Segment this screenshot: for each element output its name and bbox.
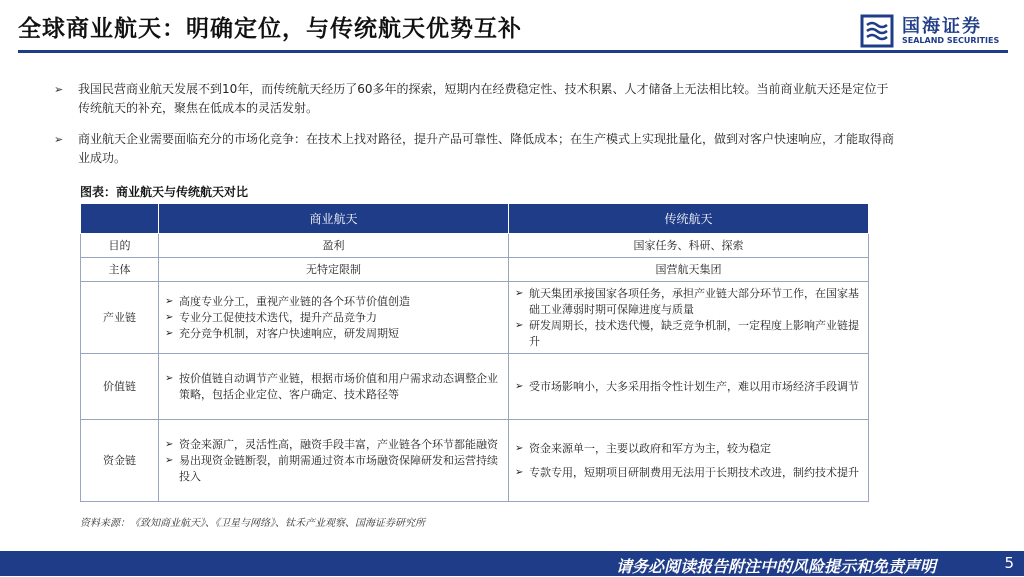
header-empty <box>81 204 159 234</box>
comparison-table <box>80 203 869 502</box>
list-item <box>165 294 502 310</box>
table-row <box>81 282 869 354</box>
arrow-bullet-icon: ➢ <box>515 442 524 454</box>
table-row <box>81 234 869 258</box>
arrow-bullet-icon: ➢ <box>515 319 524 331</box>
table-caption: 图表：商业航天与传统航天对比 <box>80 185 249 199</box>
list-item-text: 受市场影响小，大多采用指令性计划生产，难以用市场经济手段调节 <box>529 379 859 393</box>
traditional-cell <box>509 282 869 354</box>
row-label: 主体 <box>81 258 159 282</box>
list-item <box>165 371 502 403</box>
arrow-bullet-icon: ➢ <box>165 295 174 307</box>
list-item <box>165 326 502 342</box>
source-note: 资料来源：《致知商业航天》、《卫星与网络》、钛禾产业观察、国海证券研究所 <box>80 518 425 529</box>
arrow-bullet-icon: ➢ <box>54 83 64 96</box>
list-item-text: 资金来源广，灵活性高，融资手段丰富，产业链各个环节都能融资 <box>179 437 498 451</box>
sealand-logo-icon <box>860 14 894 48</box>
list-item <box>515 465 862 481</box>
commercial-cell: 无特定限制 <box>159 258 509 282</box>
arrow-bullet-icon: ➢ <box>54 133 64 146</box>
list-item <box>515 379 862 395</box>
table-row <box>81 354 869 420</box>
arrow-bullet-icon: ➢ <box>515 466 524 478</box>
bullet-item <box>54 80 894 118</box>
bullet-text: 我国民营商业航天发展不到10年，而传统航天经历了60多年的探索，短期内在经费稳定性、技术积累、人才储备上无法相比较。当前商业航天还是定位于传统航天的补充，聚焦在低成本的灵活发射。 <box>78 82 889 115</box>
list-item-text: 高度专业分工，重视产业链的各个环节价值创造 <box>179 294 410 308</box>
arrow-bullet-icon: ➢ <box>165 372 174 384</box>
list-item-text: 充分竞争机制，对客户快速响应，研发周期短 <box>179 326 399 340</box>
header-traditional: 传统航天 <box>509 204 869 234</box>
commercial-cell <box>159 282 509 354</box>
arrow-bullet-icon: ➢ <box>515 380 524 392</box>
intro-bullets <box>54 80 894 180</box>
commercial-cell <box>159 354 509 420</box>
row-label: 产业链 <box>81 282 159 354</box>
list-item <box>515 318 862 350</box>
table-row <box>81 258 869 282</box>
footer-bar <box>0 551 1024 576</box>
arrow-bullet-icon: ➢ <box>165 327 174 339</box>
list-item-text: 专业分工促使技术迭代，提升产品竞争力 <box>179 310 377 324</box>
company-logo <box>860 12 1010 50</box>
arrow-bullet-icon: ➢ <box>165 311 174 323</box>
commercial-cell: 盈利 <box>159 234 509 258</box>
traditional-cell: 国家任务、科研、探索 <box>509 234 869 258</box>
list-item-text: 研发周期长，技术迭代慢，缺乏竞争机制，一定程度上影响产业链提升 <box>529 318 859 348</box>
disclaimer-text: 请务必阅读报告附注中的风险提示和免责声明 <box>615 557 936 576</box>
traditional-cell <box>509 420 869 502</box>
page-number: 5 <box>1004 554 1014 572</box>
arrow-bullet-icon: ➢ <box>165 454 174 466</box>
list-item <box>165 437 502 453</box>
arrow-bullet-icon: ➢ <box>165 438 174 450</box>
logo-chinese-name: 国海证券 <box>902 16 982 37</box>
bullet-text: 商业航天企业需要面临充分的市场化竞争：在技术上找对路径，提升产品可靠性、降低成本；在生产模式上实现批量化，做到对客户快速响应，才能取得商业成功。 <box>78 132 895 165</box>
list-item-text: 航天集团承接国家各项任务，承担产业链大部分环节工作，在国家基础工业薄弱时期可保障进度与质量 <box>529 286 859 316</box>
list-item <box>515 286 862 318</box>
logo-english-name: SEALAND SECURITIES <box>902 36 1000 45</box>
title-divider <box>18 50 1008 53</box>
header-commercial: 商业航天 <box>159 204 509 234</box>
list-item-text: 易出现资金链断裂，前期需通过资本市场融资保障研发和运营持续投入 <box>179 453 498 483</box>
list-item-text: 按价值链自动调节产业链，根据市场价值和用户需求动态调整企业策略，包括企业定位、客户确定、技术路径等 <box>179 371 498 401</box>
row-label: 资金链 <box>81 420 159 502</box>
traditional-cell <box>509 354 869 420</box>
row-label: 目的 <box>81 234 159 258</box>
table-header-row <box>81 204 869 234</box>
commercial-cell <box>159 420 509 502</box>
table-row <box>81 420 869 502</box>
list-item-text: 专款专用，短期项目研制费用无法用于长期技术改进，制约技术提升 <box>529 465 859 479</box>
bullet-item <box>54 130 894 168</box>
list-item <box>515 441 862 457</box>
row-label: 价值链 <box>81 354 159 420</box>
traditional-cell: 国营航天集团 <box>509 258 869 282</box>
page-title: 全球商业航天：明确定位，与传统航天优势互补 <box>18 16 522 42</box>
arrow-bullet-icon: ➢ <box>515 287 524 299</box>
list-item <box>165 453 502 485</box>
list-item <box>165 310 502 326</box>
list-item-text: 资金来源单一，主要以政府和军方为主，较为稳定 <box>529 441 771 455</box>
